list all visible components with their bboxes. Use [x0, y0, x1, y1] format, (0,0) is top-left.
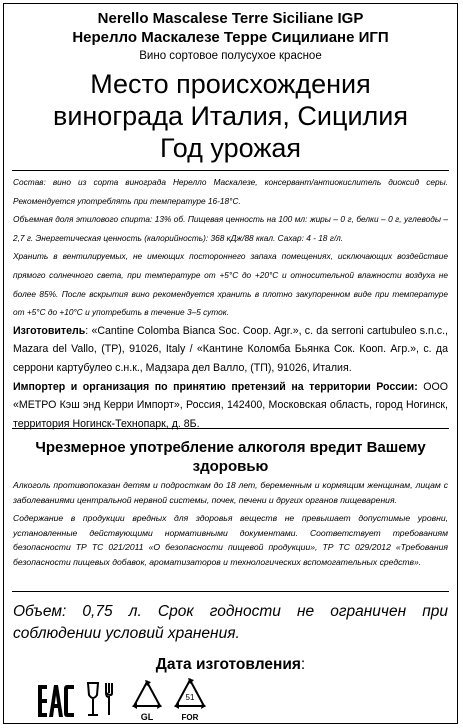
nutrition-text: Объемная доля этилового спирта: 13% об. Пищевая ценность на 100 мл: жиры – 0 г, белки – 0 г, углеводы – 2,7 г. Энергетическая ценность (калорийность): 368 кДж/88 ккал. Сахар: 4 - 18 г/л. [13, 214, 448, 243]
recycle-for-icon [169, 676, 211, 724]
recycle-gl-label: GL [140, 712, 154, 722]
recycle-gl-icon [126, 676, 168, 724]
storage-text: Хранить в вентилируемых, не имеющих постороннего запаха помещениях, исключающих воздействие прямого солнечного света, при температуре от +5°С до +20°С и относительной влажности воздуха не более 85%. После вскрытия вино рекомендуется хранить в плотно закупоренном виде при температуре от +5°С до +10°С и употребить в течение 3–5 суток. [13, 251, 448, 318]
composition-section [13, 173, 448, 433]
origin-line-3: Год урожая [159, 133, 302, 163]
wine-label [3, 3, 458, 724]
divider [12, 428, 449, 429]
eac-icon [37, 676, 77, 724]
title-latin: Nerello Mascalese Terre Siciliane IGP [97, 10, 364, 27]
importer-text: Импортер и организация по принятию претензий на территории России: ООО «МЕТРО Кэш энд Керри Импорт», Россия, 142400, Московская область, город Ногинск, территория Ногинск-Технопарк, д. 8Б. [13, 380, 448, 430]
production-date: Дата изготовления: [155, 656, 306, 673]
manufacturer-label: Изготовитель [13, 324, 86, 337]
health-warning-title: Чрезмерное употребление алкоголя вредит Вашему здоровью [35, 439, 426, 475]
contraindication-text: Алкоголь противопоказан детям и подросткам до 18 лет, беременным и кормящим женщинам, лицам с заболеваниями центральной нервной системы, почек, печени и других органов пищеварения. [13, 480, 448, 505]
manufacturer-text: Изготовитель: «Cantine Colomba Bianca Soc. Coop. Agr.», c. da serroni cartubuleo s.n.c., Mazara del Vallo, (TP), 91026, Italy / «Кантине Коломба Бьянка Сок. Кооп. Агр.», с. да серрони картубулео с.н.к., Мадзара дел Валло, (ТП), 91026, Италия. [13, 324, 448, 374]
recycle-for-number: 51 [185, 693, 195, 702]
recycle-for-label: FOR [181, 713, 199, 722]
volume-shelf-life: Объем: 0,75 л. Срок годности не ограничен при соблюдении условий хранения. [13, 603, 448, 642]
wine-type: Вино сортовое полусухое красное [139, 50, 322, 62]
origin-line-1: Место происхождения [90, 69, 371, 99]
safety-text: Содержание в продукции вредных для здоровья веществ не превышает допустимые уровни, установленные действующими нормативными документами. Соответствует требованиям безопасности ТР ТС 021/2011 «О безопасности пищевой продукции», ТР ТС 029/2012 «Требования безопасности пищевых добавок, ароматизаторов и технологических вспомогательных средств». [13, 513, 448, 567]
composition-text: Состав: вино из сорта винограда Нерелло Маскалезе, консервант/антиокислитель диоксид серы. Рекомендуется употреблять при температуре 16-18°С. [13, 177, 448, 206]
warning-section [13, 478, 448, 570]
divider [12, 591, 449, 592]
title-cyrillic: Нерелло Маскалезе Терре Сицилиане ИГП [72, 29, 389, 46]
origin-line-2: винограда Италия, Сицилия [52, 101, 409, 131]
origin-heading [4, 68, 457, 164]
divider [12, 170, 449, 171]
importer-label: Импортер и организация по принятию претензий на территории России: [13, 380, 418, 393]
food-contact-icon [82, 676, 122, 724]
